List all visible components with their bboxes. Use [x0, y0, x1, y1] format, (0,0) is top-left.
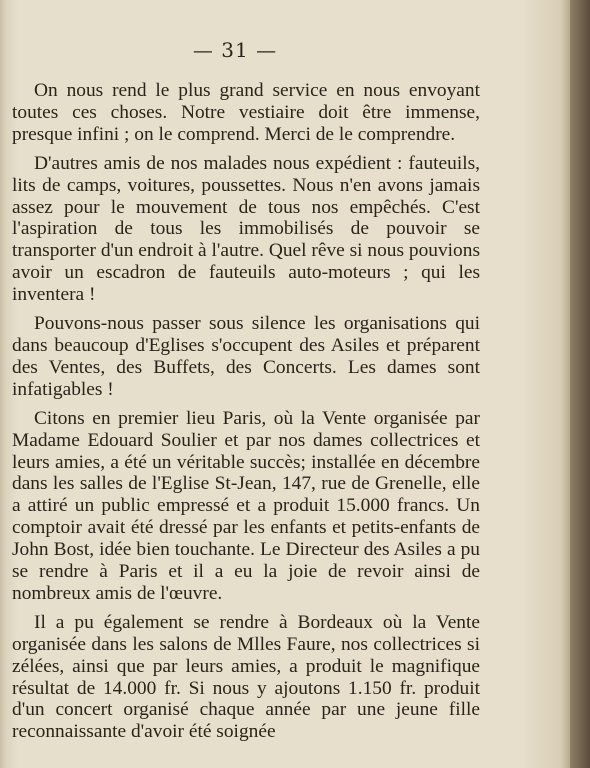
- page-number: — 31 —: [192, 38, 278, 62]
- paragraph-4: Citons en premier lieu Paris, où la Vente organisée par Madame Edouard Soulier et par nos dames collectrices et leurs amies, a été un véritable succès; installée en décembre dans les salles de l'Eglise St-Jean, 147, rue de Grenelle, elle a attiré un public empressé et a produit 15.000 francs. Un comptoir avait été dressé par les enfants et petits-enfants de John Bost, idée bien touchante. Le Directeur des Asiles a pu se rendre à Paris et il a eu la joie de revoir ainsi de nombreux amis de l'œuvre.: [12, 407, 480, 604]
- paragraph-2: D'autres amis de nos malades nous expédient : fauteuils, lits de camps, voitures, poussettes. Nous n'en avons jamais assez pour le mouvement de tous nos empêchés. C'est l'aspiration de tous les immobilisés de pouvoir se transporter d'un endroit à l'autre. Quel rêve si nous pouvions avoir un escadron de fauteuils auto-moteurs ; qui les inventera !: [12, 152, 480, 306]
- paragraph-3: Pouvons-nous passer sous silence les organisations qui dans beaucoup d'Eglises s'occupent des Asiles et préparent des Ventes, des Buffets, des Concerts. Les dames sont infatigables !: [12, 313, 480, 400]
- paragraph-1: On nous rend le plus grand service en nous envoyant toutes ces choses. Notre vestiaire doit être immense, presque infini ; on le comprend. Merci de le comprendre.: [12, 80, 480, 145]
- page-text: [12, 74, 480, 750]
- paragraph-5: Il a pu également se rendre à Bordeaux où la Vente organisée dans les salons de Mlles Faure, nos collectrices si zélées, ainsi que par leurs amies, a produit le magnifique résultat de 14.000 fr. Si nous y ajoutons 1.150 fr. produit d'un concert organisé chaque année par une jeune fille reconnaissante d'avoir été soignée: [12, 611, 480, 743]
- page-edge: [570, 0, 590, 768]
